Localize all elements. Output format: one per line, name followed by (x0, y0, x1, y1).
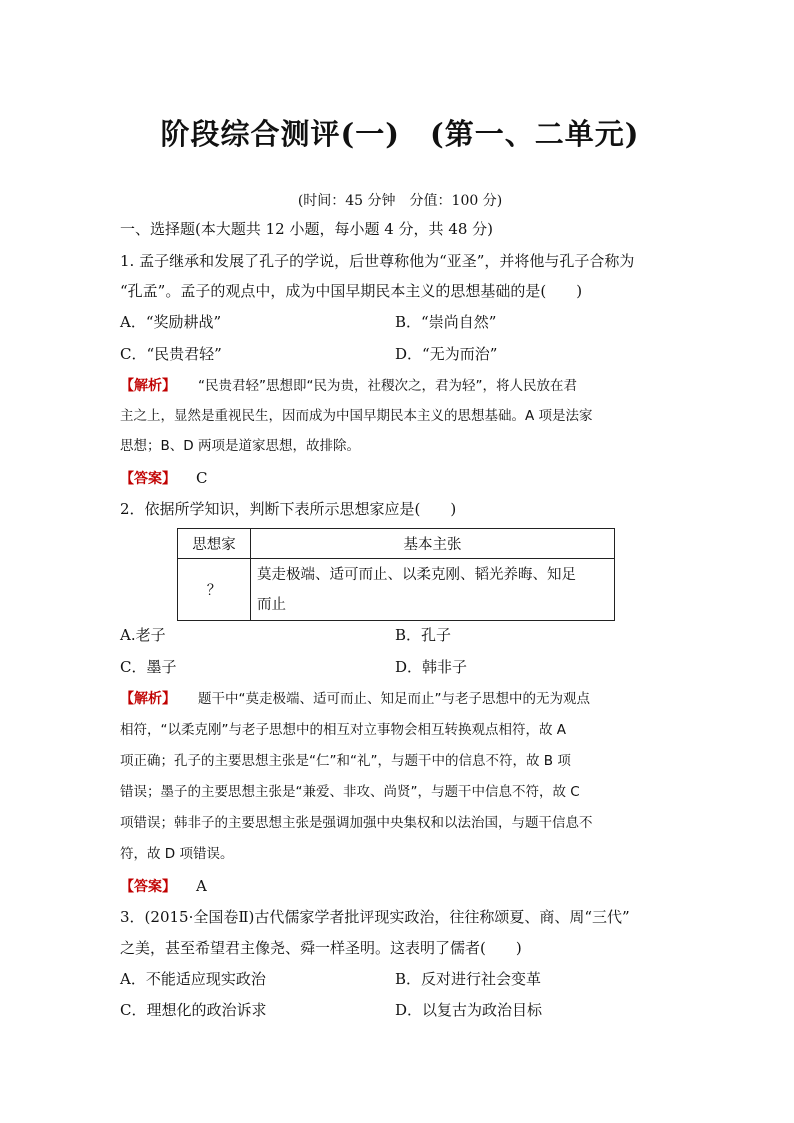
q3-option-a: A．不能适应现实政治 (120, 970, 266, 988)
q3-stem-line-1: 3．(2015·全国卷Ⅱ)古代儒家学者批评现实政治，往往称颂夏、商、周“三代” (120, 908, 630, 926)
q2-analysis-line-5: 项错误；韩非子的主要思想主张是强调加强中央集权和以法治国，与题干信息不 (120, 815, 593, 831)
table-row (178, 559, 615, 621)
q1-option-a: A．“奖励耕战” (120, 313, 222, 331)
page-title: 阶段综合测评(一) (第一、二单元) (160, 117, 640, 151)
table-cell-thinker: ？ (178, 559, 251, 621)
q2-analysis-line-2: 相符，“以柔克刚”与老子思想中的相互对立事物会相互转换观点相符，故 A (120, 722, 567, 738)
q2-analysis-text-1: 题干中“莫走极端、适可而止、知足而止”与老子思想中的无为观点 (198, 691, 590, 707)
q2-analysis-label: 【解析】 (120, 691, 176, 707)
q2-analysis-line-4: 错误；墨子的主要思想主张是“兼爱、非攻、尚贤”，与题干中信息不符，故 C (120, 784, 580, 800)
q2-options-row-2 (120, 656, 680, 678)
q2-answer-label: 【答案】 (120, 879, 176, 895)
q3-options-row-1 (120, 968, 680, 990)
q2-option-c: C．墨子 (120, 658, 177, 676)
table-header-thinker: 思想家 (178, 529, 251, 559)
q2-analysis-line-3: 项正确；孔子的主要思想主张是“仁”和“礼”，与题干中的信息不符，故 B 项 (120, 753, 571, 769)
q3-option-d: D．以复古为政治目标 (395, 1001, 543, 1019)
q2-analysis-line-1 (120, 688, 590, 710)
q1-stem-line-1: 1. 孟子继承和发展了孔子的学说，后世尊称他为“亚圣”，并将他与孔子合称为 (120, 252, 635, 270)
q2-option-a: A.老子 (120, 626, 166, 644)
q2-stem: 2．依据所学知识，判断下表所示思想家应是( ) (120, 500, 457, 518)
q3-option-c: C．理想化的政治诉求 (120, 1001, 267, 1019)
q1-answer: C (196, 469, 208, 487)
table-cell-ideas-line-1: 莫走极端、适可而止、以柔克刚、韬光养晦、知足 (257, 566, 576, 583)
table-header-ideas: 基本主张 (251, 529, 615, 559)
thinker-table (177, 528, 615, 621)
q2-answer-line (120, 875, 207, 898)
q3-option-b: B．反对进行社会变革 (395, 970, 542, 988)
q1-analysis-line-2: 主之上，显然是重视民生，因而成为中国早期民本主义的思想基础。A 项是法家 (120, 408, 593, 424)
q1-option-d: D．“无为而治” (395, 345, 498, 363)
q1-option-b: B．“崇尚自然” (395, 313, 497, 331)
q1-options-row-1 (120, 311, 680, 333)
q2-options-row-1 (120, 624, 680, 646)
table-cell-ideas-line-2: 而止 (257, 596, 286, 613)
q3-stem-line-2: 之美，甚至希望君主像尧、舜一样圣明。这表明了儒者( ) (120, 939, 522, 957)
q1-analysis-line-1 (120, 375, 577, 397)
q1-stem-line-2: “孔孟”。孟子的观点中，成为中国早期民本主义的思想基础的是( ) (120, 282, 583, 300)
q1-answer-label: 【答案】 (120, 471, 176, 487)
q2-analysis-line-6: 符，故 D 项错误。 (120, 846, 234, 862)
q2-option-b: B．孔子 (395, 626, 452, 644)
q3-options-row-2 (120, 999, 680, 1021)
table-cell-ideas (251, 559, 615, 621)
table-header-row (178, 529, 615, 559)
q1-analysis-label: 【解析】 (120, 378, 176, 394)
q1-answer-line (120, 467, 207, 490)
q1-analysis-line-3: 思想；B、D 两项是道家思想，故排除。 (120, 438, 360, 454)
q2-answer: A (196, 877, 207, 895)
q1-analysis-text-1: “民贵君轻”思想即“民为贵，社稷次之，君为轻”，将人民放在君 (198, 378, 577, 394)
exam-meta: (时间：45 分钟 分值：100 分) (297, 193, 503, 209)
q1-options-row-2 (120, 343, 680, 365)
q2-option-d: D．韩非子 (395, 658, 468, 676)
section-heading: 一、选择题(本大题共 12 小题，每小题 4 分，共 48 分) (120, 220, 494, 238)
q1-option-c: C．“民贵君轻” (120, 345, 222, 363)
